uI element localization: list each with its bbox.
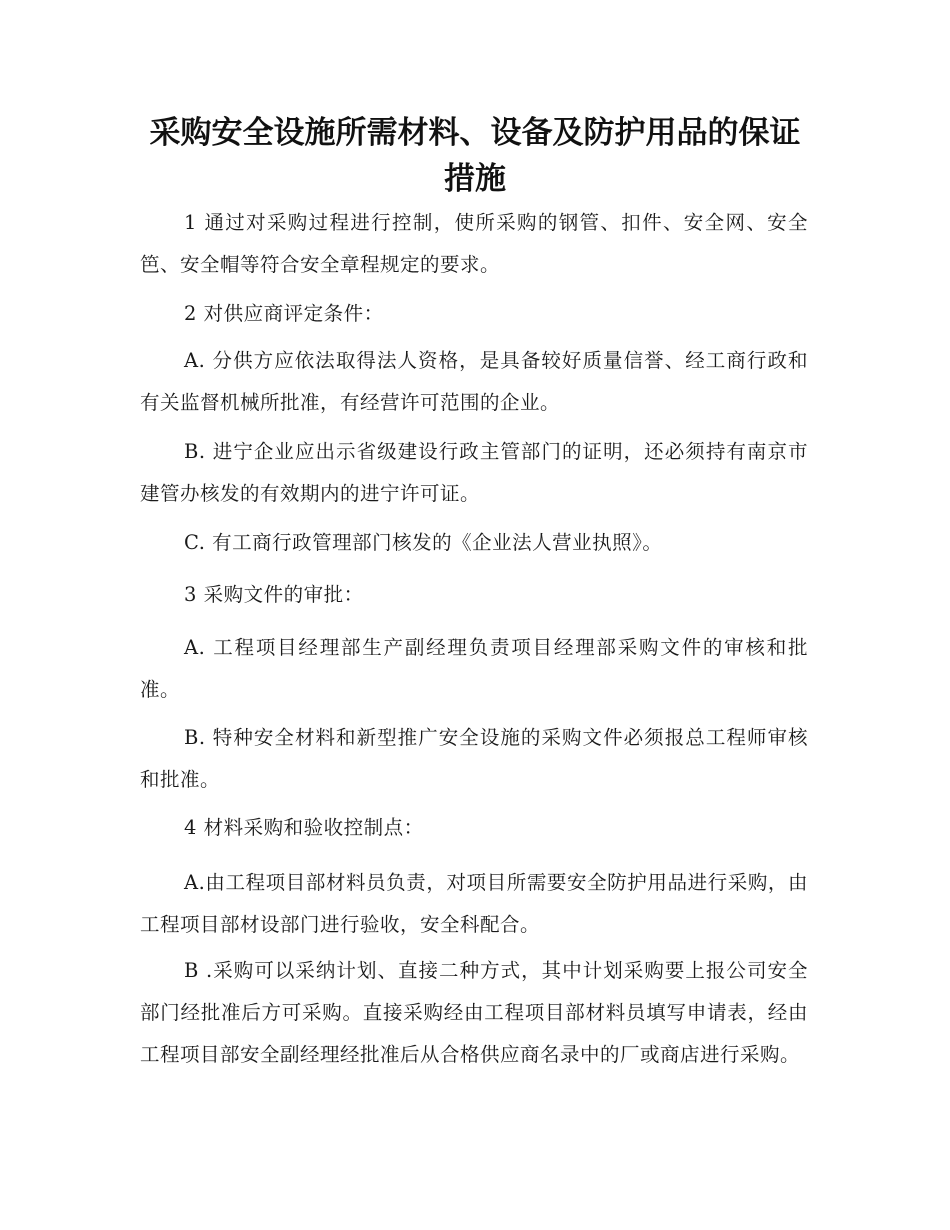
paragraph-2-heading: 2 对供应商评定条件： <box>184 302 384 325</box>
paragraph-4a: A.由工程项目部材料员负责，对项目所需要安全防护用品进行采购，由工程项目部材设部门进行验收，安全科配合。 <box>140 871 808 936</box>
paragraph-4-heading: 4 材料采购和验收控制点： <box>184 816 424 839</box>
paragraph-1-purpose: 1 通过对采购过程进行控制，使所采购的钢管、扣件、安全网、安全笆、安全帽等符合安全章程规定的要求。 <box>140 211 808 276</box>
paragraph-2b: B. 进宁企业应出示省级建设行政主管部门的证明，还必须持有南京市建管办核发的有效期内的进宁许可证。 <box>140 440 808 505</box>
paragraph-3a: A. 工程项目经理部生产副经理负责项目经理部采购文件的审核和批准。 <box>140 636 808 701</box>
paragraph-3b: B. 特种安全材料和新型推广安全设施的采购文件必须报总工程师审核和批准。 <box>140 726 808 791</box>
paragraph-2a: A. 分供方应依法取得法人资格，是具备较好质量信誉、经工商行政和有关监督机械所批准，有经营许可范围的企业。 <box>140 349 808 414</box>
paragraph-2c: C. 有工商行政管理部门核发的《企业法人营业执照》。 <box>184 531 663 554</box>
page-title-continued: 措施 <box>444 161 506 197</box>
paragraph-3-heading: 3 采购文件的审批： <box>184 583 364 606</box>
page-title: 采购安全设施所需材料、设备及防护用品的保证 <box>149 115 801 151</box>
paragraph-4b: B .采购可以采纳计划、直接二种方式，其中计划采购要上报公司安全部门经批准后方可采购。直接采购经由工程项目部材料员填写申请表，经由工程项目部安全副经理经批准后从合格供应商名录中的厂或商店进行采购。 <box>140 959 808 1066</box>
